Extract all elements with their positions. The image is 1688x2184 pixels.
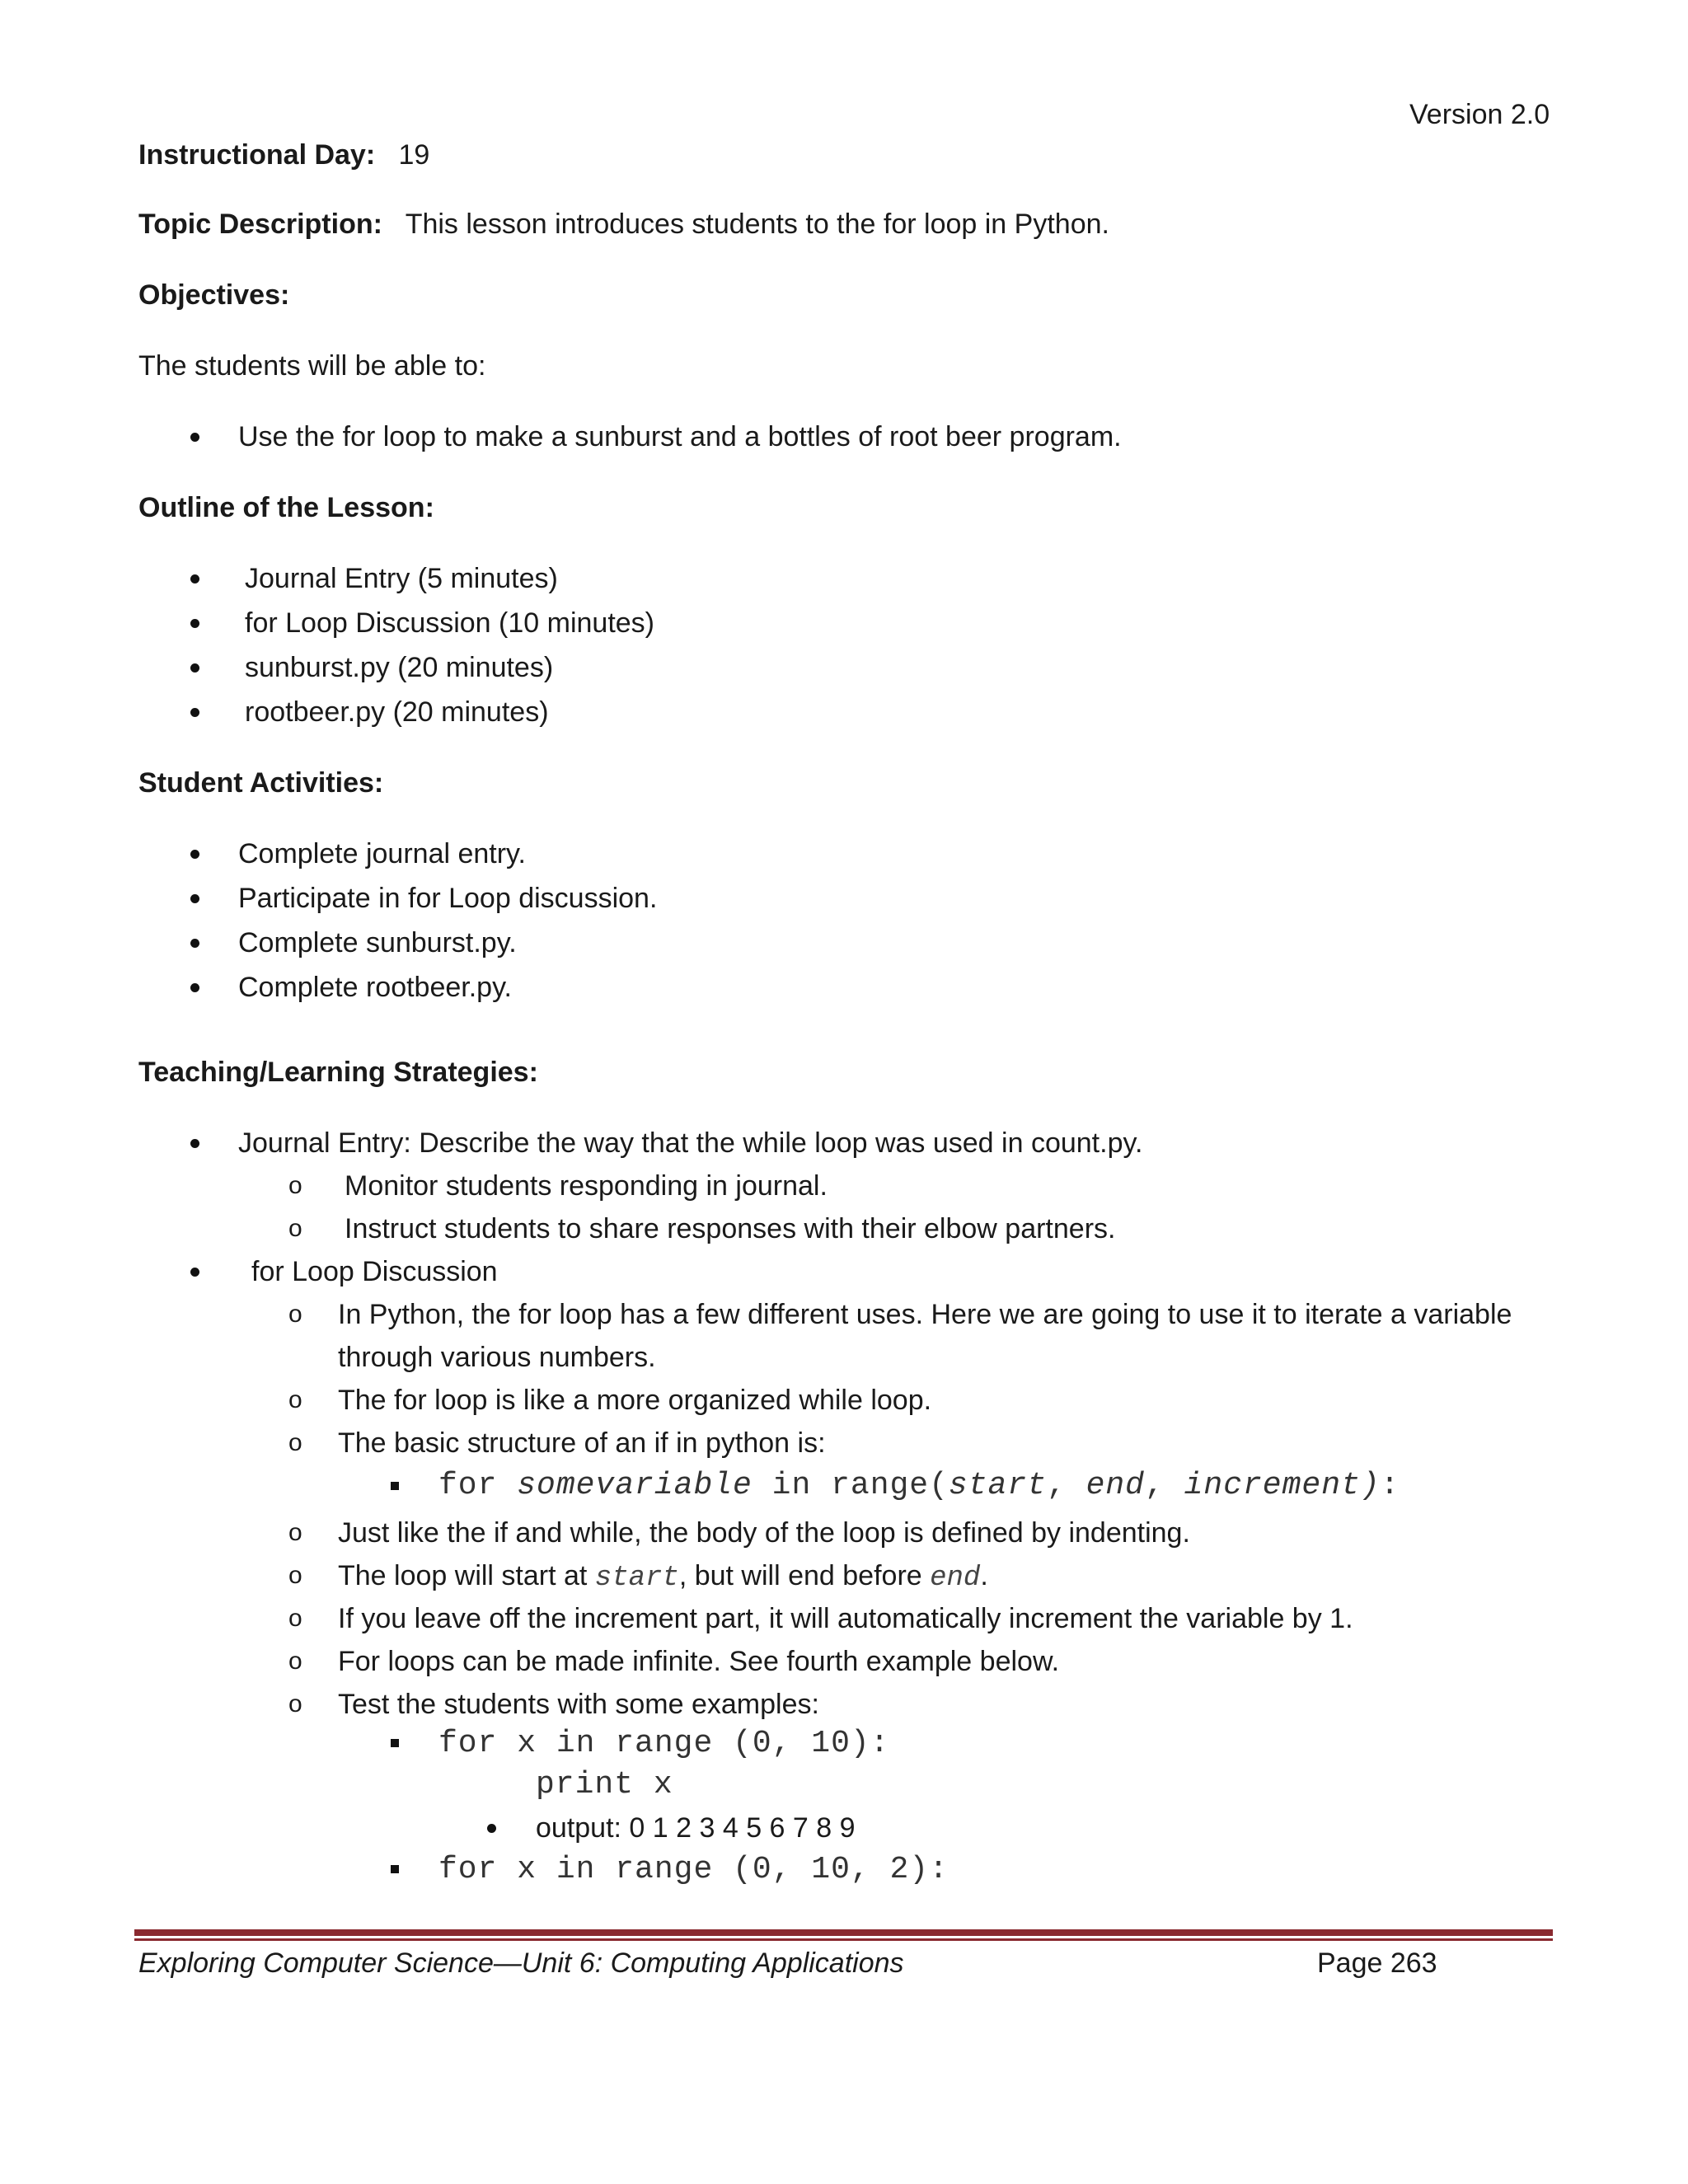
text-segment: .	[980, 1560, 988, 1591]
topic-value: This lesson introduces students to the for loop in Python.	[405, 209, 1109, 240]
code-token: in range(	[752, 1468, 949, 1503]
outline-item: Journal Entry (5 minutes)	[245, 563, 558, 594]
topic-label: Topic Description:	[138, 209, 382, 240]
bullet-dot-icon	[190, 983, 199, 992]
instructional-day-label: Instructional Day:	[138, 139, 376, 171]
bullet-dot-icon	[487, 1824, 496, 1833]
for-loop-structure-code	[438, 1469, 1400, 1502]
code-token: ,	[1144, 1468, 1184, 1503]
square-bullet-icon	[391, 1739, 399, 1747]
for-loop-sub-item: If you leave off the increment part, it will automatically increment the variable by 1.	[338, 1603, 1353, 1634]
code-token: for	[438, 1468, 518, 1503]
bullet-dot-icon	[190, 850, 199, 859]
activity-item: Participate in for Loop discussion.	[238, 883, 658, 914]
example-code: for x in range (0, 10):	[438, 1726, 890, 1761]
activity-item: Complete journal entry.	[238, 838, 526, 869]
circle-bullet-icon: o	[288, 1519, 302, 1546]
bullet-dot-icon	[190, 574, 199, 583]
outline-heading: Outline of the Lesson:	[138, 492, 434, 523]
for-loop-sub-item: The for loop is like a more organized while loop.	[338, 1385, 932, 1416]
version-label: Version 2.0	[1409, 99, 1550, 130]
instructional-day-value: 19	[398, 139, 430, 171]
square-bullet-icon	[391, 1865, 399, 1873]
instructional-day	[138, 138, 429, 171]
text-segment: , but will end before	[678, 1560, 931, 1591]
code-token-increment: increment)	[1184, 1468, 1381, 1503]
bullet-dot-icon	[190, 939, 199, 948]
topic-description	[138, 208, 1109, 241]
circle-bullet-icon: o	[288, 1386, 302, 1413]
outline-item: sunburst.py (20 minutes)	[245, 652, 554, 683]
circle-bullet-icon: o	[288, 1647, 302, 1675]
circle-bullet-icon: o	[288, 1690, 302, 1718]
bullet-dot-icon	[190, 894, 199, 903]
bullet-dot-icon	[190, 619, 199, 628]
activities-heading: Student Activities:	[138, 767, 384, 799]
objective-item: Use the for loop to make a sunburst and a bottles of root beer program.	[238, 421, 1122, 452]
for-loop-sub-item: The basic structure of an if in python is:	[338, 1427, 826, 1459]
footer-title: Exploring Computer Science—Unit 6: Computing Applications	[138, 1947, 904, 1979]
code-token-start: start	[948, 1468, 1047, 1503]
bullet-dot-icon	[190, 433, 199, 442]
journal-sub-item: Monitor students responding in journal.	[345, 1170, 828, 1202]
strategies-heading: Teaching/Learning Strategies:	[138, 1057, 538, 1088]
footer-rule	[134, 1929, 1553, 1936]
objectives-intro: The students will be able to:	[138, 350, 486, 382]
bullet-dot-icon	[190, 1139, 199, 1148]
inline-code-start: start	[594, 1563, 679, 1594]
bullet-dot-icon	[190, 708, 199, 717]
for-loop-sub-item	[338, 1559, 988, 1595]
for-loop-sub-item: Test the students with some examples:	[338, 1689, 819, 1720]
example-code: for x in range (0, 10, 2):	[438, 1852, 949, 1887]
bullet-dot-icon	[190, 663, 199, 673]
circle-bullet-icon: o	[288, 1215, 302, 1242]
code-token: ,	[1046, 1468, 1086, 1503]
for-loop-discussion-item: for Loop Discussion	[251, 1256, 498, 1287]
objectives-heading: Objectives:	[138, 279, 290, 311]
outline-item: rootbeer.py (20 minutes)	[245, 696, 549, 728]
circle-bullet-icon: o	[288, 1605, 302, 1632]
code-token: :	[1380, 1468, 1400, 1503]
circle-bullet-icon: o	[288, 1172, 302, 1199]
inline-code-end: end	[930, 1563, 981, 1594]
text-segment: The loop will start at	[338, 1560, 595, 1591]
example-output: output: 0 1 2 3 4 5 6 7 8 9	[536, 1812, 856, 1844]
circle-bullet-icon: o	[288, 1562, 302, 1589]
for-loop-sub-item: In Python, the for loop has a few different uses. Here we are going to use it to iterate a variable	[338, 1299, 1512, 1330]
page-number: Page 263	[1317, 1947, 1437, 1979]
activity-item: Complete sunburst.py.	[238, 927, 517, 958]
footer-rule-thin	[134, 1938, 1553, 1941]
for-loop-sub-item-continued: through various numbers.	[338, 1342, 656, 1373]
circle-bullet-icon: o	[288, 1301, 302, 1328]
for-loop-sub-item: Just like the if and while, the body of the loop is defined by indenting.	[338, 1517, 1190, 1549]
activity-item: Complete rootbeer.py.	[238, 972, 512, 1003]
bullet-dot-icon	[190, 1268, 199, 1277]
square-bullet-icon	[391, 1482, 399, 1490]
journal-sub-item: Instruct students to share responses with their elbow partners.	[345, 1213, 1116, 1244]
circle-bullet-icon: o	[288, 1429, 302, 1456]
outline-item: for Loop Discussion (10 minutes)	[245, 607, 655, 639]
journal-entry-item: Journal Entry: Describe the way that the while loop was used in count.py.	[238, 1127, 1143, 1159]
for-loop-sub-item: For loops can be made infinite. See fourth example below.	[338, 1646, 1060, 1677]
code-token-end: end	[1085, 1468, 1145, 1503]
code-token-var: somevariable	[517, 1468, 753, 1503]
example-code-body: print x	[536, 1767, 673, 1802]
